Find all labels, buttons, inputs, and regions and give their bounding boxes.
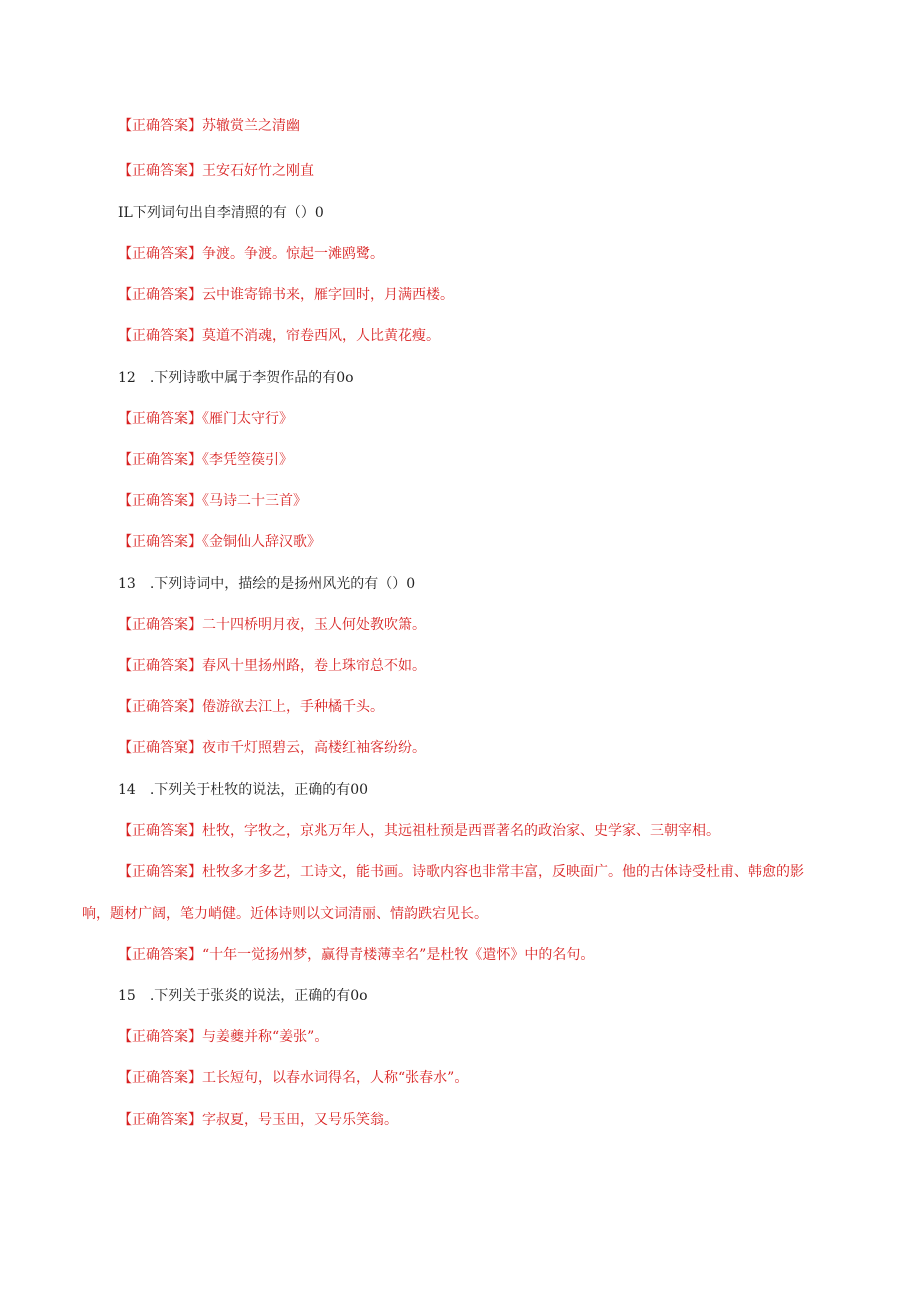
answer-line: 【正确答案】苏辙赏兰之清幽 [118, 118, 300, 134]
answer-line: 【正确答案】工长短句，以春水词得名，人称“张春水”。 [118, 1070, 469, 1086]
answer-line: 【正确答案】“十年一觉扬州梦，赢得青楼薄幸名”是杜牧《遣怀》中的名句。 [118, 947, 595, 963]
answer-line: 【正确答案】莫道不消魂，帘卷西风，人比黄花瘦。 [118, 328, 440, 344]
answer-line: 【正确答案】《金铜仙人辞汉歌》 [118, 534, 321, 550]
answer-line: 【正确答案】杜牧多才多艺，工诗文，能书画。诗歌内容也非常丰富，反映面广。他的古体诗受杜甫、韩愈的影 [118, 864, 804, 880]
question-line: 13 .下列诗词中，描绘的是扬州风光的有（）0 [118, 576, 416, 592]
answer-line: 【正确答窠】夜市千灯照碧云，高楼红袖客纷纷。 [118, 740, 426, 756]
answer-line: 【正确答案】字叔夏，号玉田，又号乐笑翁。 [118, 1112, 398, 1128]
answer-line: 【正确答案】《马诗二十三首》 [118, 493, 307, 509]
answer-line: 【正确答案】春风十里扬州路，卷上珠帘总不如。 [118, 658, 426, 674]
answer-line: 【正确答案】云中谁寄锦书来，雁字回时，月满西楼。 [118, 287, 454, 303]
answer-line: 【正确答案】王安石好竹之刚直 [118, 163, 314, 179]
answer-line: 【正确答案】二十四桥明月夜，玉人何处教吹箫。 [118, 617, 426, 633]
answer-line: 【正确答案】杜牧，字牧之，京兆万年人，其远祖杜预是西晋著名的政治家、史学家、三朝宰相。 [118, 823, 720, 839]
answer-line: 【正确答案】与姜夔并称“姜张”。 [118, 1029, 329, 1045]
answer-line: 【正确答案】《李凭箜篌引》 [118, 452, 293, 468]
answer-line: 【正确答案】《雁门太守行》 [118, 411, 293, 427]
question-line: IL下列词句出自李清照的有（）0 [118, 205, 324, 221]
question-line: 15 .下列关于张炎的说法，正确的有0o [118, 988, 368, 1004]
answer-line-continuation: 响，题材广阔，笔力峭健。近体诗则以文词清丽、情韵跌宕见长。 [82, 906, 488, 922]
question-line: 14 .下列关于杜牧的说法，正确的有00 [118, 782, 369, 798]
question-line: 12 .下列诗歌中属于李贺作品的有0o [118, 370, 354, 386]
answer-line: 【正确答案】争渡。争渡。惊起一滩鸥鹭。 [118, 246, 384, 262]
answer-line: 【正确答案】倦游欲去江上，手种橘千头。 [118, 699, 384, 715]
